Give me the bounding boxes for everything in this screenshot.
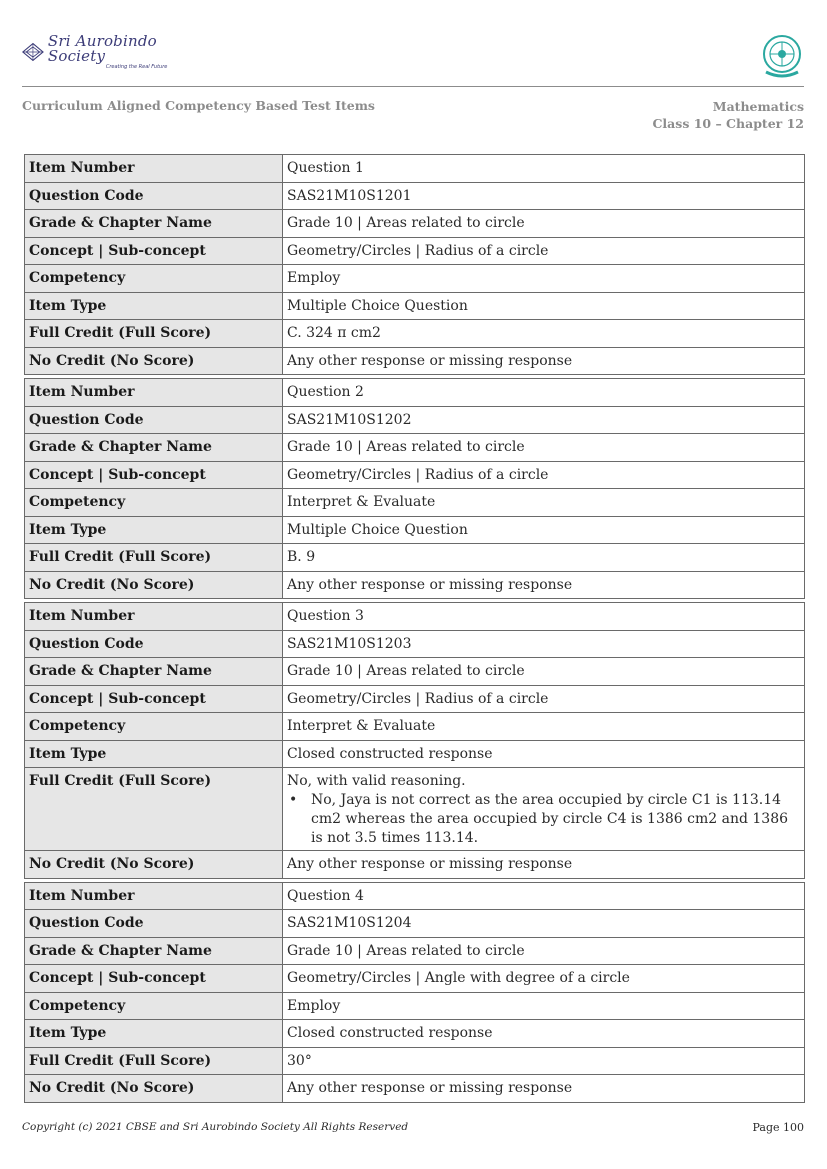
concept-label: Concept | Sub-concept (25, 461, 283, 489)
logo-tagline: Creating the Real Future (105, 64, 168, 70)
table-row (25, 882, 805, 910)
logo-name: Sri Aurobindo Society (47, 32, 157, 65)
question-code-label: Question Code (25, 910, 283, 938)
full-credit-value: No, with valid reasoning. (287, 773, 466, 789)
item-table-4 (24, 882, 805, 1103)
concept-value: Geometry/Circles | Radius of a circle (283, 685, 805, 713)
full-credit-label: Full Credit (Full Score) (25, 320, 283, 348)
item-type-value: Closed constructed response (283, 740, 805, 768)
table-row (25, 910, 805, 938)
competency-label: Competency (25, 992, 283, 1020)
concept-value: Geometry/Circles | Radius of a circle (283, 461, 805, 489)
table-row (25, 1047, 805, 1075)
item-type-label: Item Type (25, 1020, 283, 1048)
item-table-1 (24, 154, 805, 375)
table-row (25, 516, 805, 544)
table-row (25, 630, 805, 658)
no-credit-label: No Credit (No Score) (25, 851, 283, 879)
document-title: Curriculum Aligned Competency Based Test Items (22, 98, 375, 113)
table-row (25, 768, 805, 851)
full-credit-label: Full Credit (Full Score) (25, 1047, 283, 1075)
full-credit-label: Full Credit (Full Score) (25, 544, 283, 572)
concept-value: Geometry/Circles | Radius of a circle (283, 237, 805, 265)
question-code-value: SAS21M10S1202 (283, 406, 805, 434)
table-row (25, 406, 805, 434)
copyright-notice: Copyright (c) 2021 CBSE and Sri Aurobindo Society All Rights Reserved (22, 1121, 409, 1133)
grade-chapter-value: Grade 10 | Areas related to circle (283, 658, 805, 686)
grade-chapter-value: Grade 10 | Areas related to circle (283, 937, 805, 965)
question-code-value: SAS21M10S1203 (283, 630, 805, 658)
table-row (25, 461, 805, 489)
table-row (25, 292, 805, 320)
grade-chapter-label: Grade & Chapter Name (25, 210, 283, 238)
full-credit-cell (283, 768, 805, 851)
full-credit-value: B. 9 (283, 544, 805, 572)
no-credit-value: Any other response or missing response (283, 571, 805, 599)
table-row (25, 320, 805, 348)
grade-chapter-label: Grade & Chapter Name (25, 658, 283, 686)
item-number-value: Question 2 (283, 379, 805, 407)
item-type-label: Item Type (25, 516, 283, 544)
item-number-label: Item Number (25, 155, 283, 183)
no-credit-value: Any other response or missing response (283, 1075, 805, 1103)
item-number-label: Item Number (25, 379, 283, 407)
no-credit-label: No Credit (No Score) (25, 1075, 283, 1103)
question-code-label: Question Code (25, 182, 283, 210)
table-row (25, 1020, 805, 1048)
item-number-value: Question 4 (283, 882, 805, 910)
full-credit-value: 30° (283, 1047, 805, 1075)
item-tables (24, 154, 805, 1106)
item-type-value: Closed constructed response (283, 1020, 805, 1048)
no-credit-label: No Credit (No Score) (25, 571, 283, 599)
grade-chapter-value: Grade 10 | Areas related to circle (283, 210, 805, 238)
sri-aurobindo-society-logo (22, 32, 192, 70)
table-row (25, 713, 805, 741)
competency-value: Employ (283, 992, 805, 1020)
table-row (25, 685, 805, 713)
item-number-value: Question 1 (283, 155, 805, 183)
competency-label: Competency (25, 489, 283, 517)
grade-chapter-value: Grade 10 | Areas related to circle (283, 434, 805, 462)
concept-label: Concept | Sub-concept (25, 685, 283, 713)
table-row (25, 740, 805, 768)
competency-value: Employ (283, 265, 805, 293)
item-type-label: Item Type (25, 292, 283, 320)
table-row (25, 182, 805, 210)
item-table-2 (24, 378, 805, 599)
table-row (25, 347, 805, 375)
item-type-value: Multiple Choice Question (283, 292, 805, 320)
table-row (25, 237, 805, 265)
table-row (25, 937, 805, 965)
full-credit-value: C. 324 π cm2 (283, 320, 805, 348)
no-credit-value: Any other response or missing response (283, 851, 805, 879)
table-row (25, 544, 805, 572)
table-row (25, 265, 805, 293)
question-code-value: SAS21M10S1204 (283, 910, 805, 938)
table-row (25, 1075, 805, 1103)
table-row (25, 658, 805, 686)
header-divider (22, 86, 804, 87)
full-credit-bullet-text: No, Jaya is not correct as the area occupied by circle C1 is 113.14 cm2 whereas the area occupied by circle C4 is 1386 cm2 and 1386 is not 3.5 times 113.14. (311, 792, 789, 846)
table-row (25, 603, 805, 631)
table-row (25, 489, 805, 517)
society-logo-icon (22, 41, 44, 63)
no-credit-label: No Credit (No Score) (25, 347, 283, 375)
item-table-3 (24, 602, 805, 879)
table-row (25, 155, 805, 183)
question-code-label: Question Code (25, 406, 283, 434)
concept-label: Concept | Sub-concept (25, 965, 283, 993)
table-row (25, 379, 805, 407)
table-row (25, 210, 805, 238)
full-credit-label: Full Credit (Full Score) (25, 768, 283, 851)
table-row (25, 965, 805, 993)
item-number-label: Item Number (25, 603, 283, 631)
competency-value: Interpret & Evaluate (283, 489, 805, 517)
full-credit-bullet (287, 791, 800, 848)
no-credit-value: Any other response or missing response (283, 347, 805, 375)
bullet-marker: • (289, 792, 298, 808)
item-type-label: Item Type (25, 740, 283, 768)
grade-chapter-label: Grade & Chapter Name (25, 937, 283, 965)
cbse-seal-icon (760, 34, 804, 82)
page-number: Page 100 (752, 1121, 804, 1134)
competency-label: Competency (25, 265, 283, 293)
item-type-value: Multiple Choice Question (283, 516, 805, 544)
item-number-value: Question 3 (283, 603, 805, 631)
grade-chapter-label: Grade & Chapter Name (25, 434, 283, 462)
table-row (25, 851, 805, 879)
subject: Mathematics (712, 99, 804, 114)
table-row (25, 434, 805, 462)
table-row (25, 992, 805, 1020)
concept-value: Geometry/Circles | Angle with degree of a circle (283, 965, 805, 993)
table-row (25, 571, 805, 599)
competency-label: Competency (25, 713, 283, 741)
class-chapter: Class 10 – Chapter 12 (652, 116, 804, 131)
subject-block (652, 98, 804, 132)
item-number-label: Item Number (25, 882, 283, 910)
question-code-label: Question Code (25, 630, 283, 658)
competency-value: Interpret & Evaluate (283, 713, 805, 741)
concept-label: Concept | Sub-concept (25, 237, 283, 265)
question-code-value: SAS21M10S1201 (283, 182, 805, 210)
